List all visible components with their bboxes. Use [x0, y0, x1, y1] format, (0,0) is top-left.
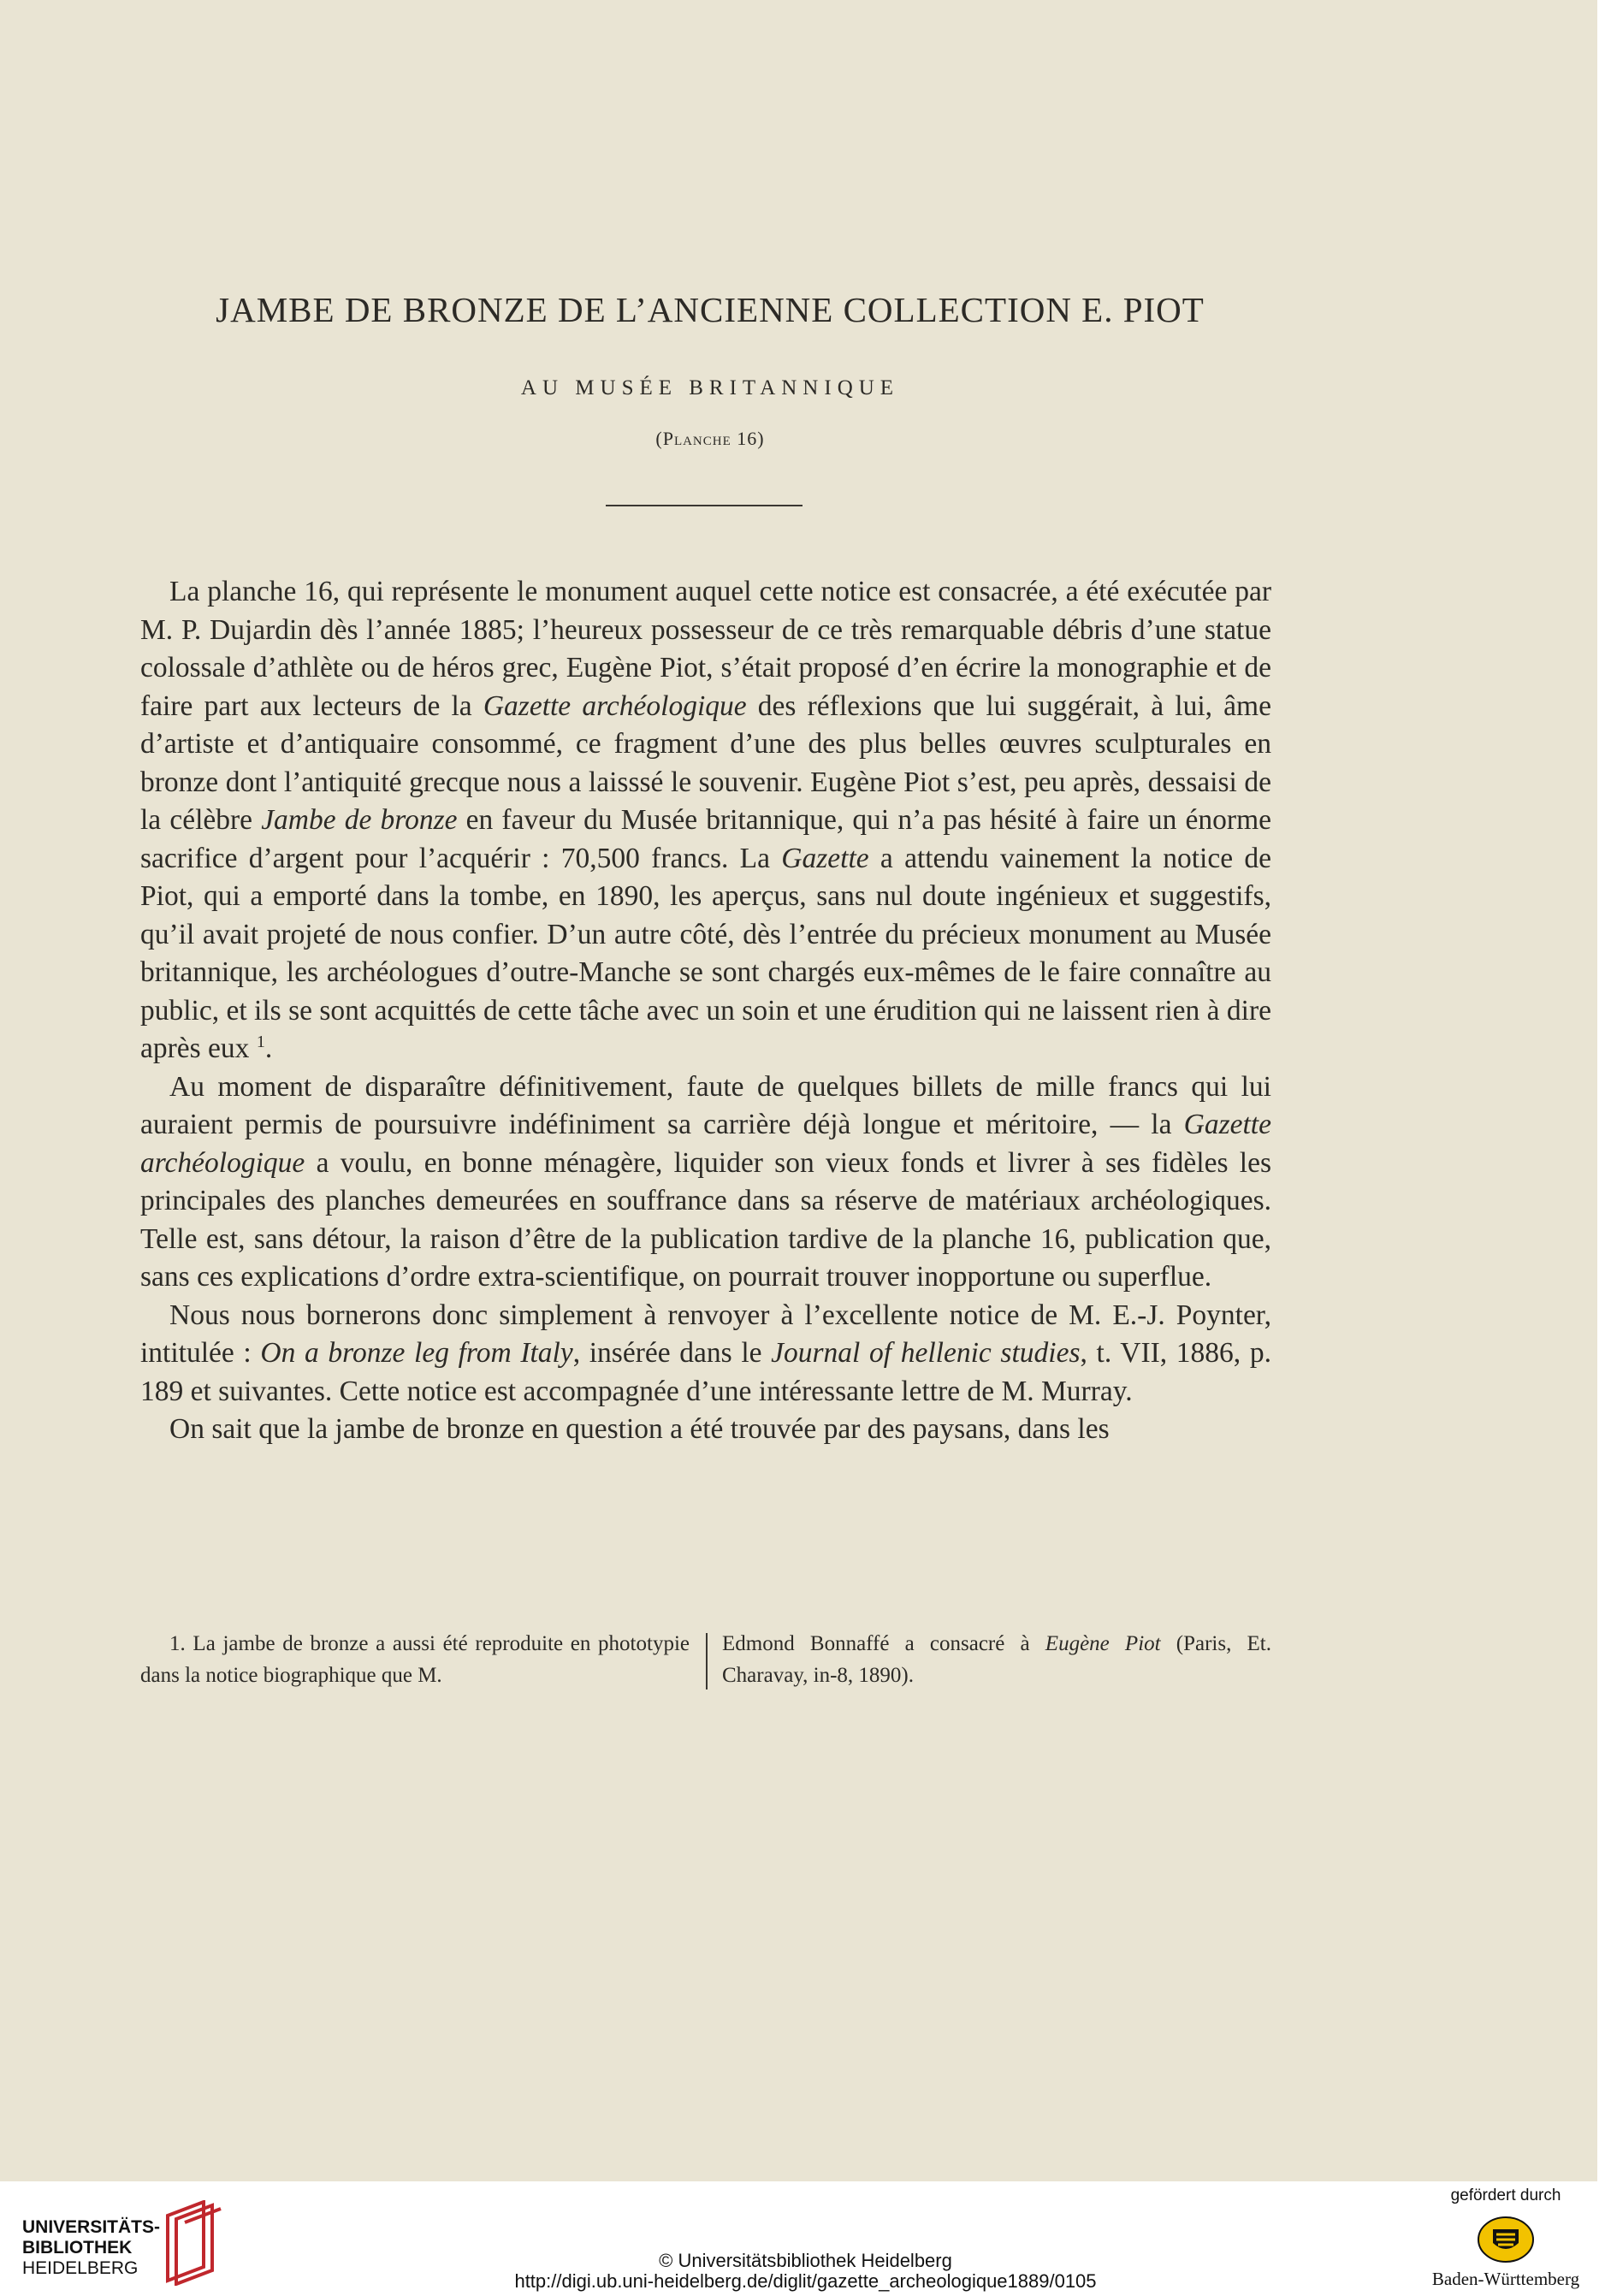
- text-run: On sait que la jambe de bronze en question a été trouvée par des paysans, dans les: [169, 1413, 1110, 1445]
- article-title: JAMBE DE BRONZE DE L’ANCIENNE COLLECTION E. PIOT: [216, 290, 1205, 329]
- paragraph-1: [140, 573, 1271, 1068]
- italic-run: Jambe de bronze: [261, 804, 458, 836]
- text-run: a voulu, en bonne ménagère, liquider son vieux fonds et livrer à ses fidèles les principales des planches demeurées en souffrance dans sa réserve de matériaux archéologiques. Telle est, sans détour, la raison d’être de la publication tardive de la planche 16, publication que, sans ces explications d’ordre extra-scientifique, on pourrait trouver inopportune ou superflue.: [140, 1146, 1271, 1293]
- paragraph-2: [140, 1068, 1271, 1297]
- article-subtitle: AU MUSÉE BRITANNIQUE: [520, 376, 900, 399]
- text-run: .: [264, 1033, 273, 1064]
- footnote-column-divider: [706, 1633, 708, 1689]
- text-run: en faveur du Musée britannique, qui n’a pas hésité à faire un énorme sacrifice d’argent pour l’acquérir : 70,500 francs. La: [140, 804, 1271, 874]
- plate-label: Planche: [662, 428, 731, 449]
- italic-run: On a bronze leg from Italy: [260, 1337, 573, 1369]
- text-run: La planche 16, qui représente le monument auquel cette notice est consacrée, a été exécutée par M. P. Dujardin dès l’année 1885; l’heureux possesseur de ce très remarquable débris d’une statue colossale d’athlète ou de héros grec, Eugène Piot, s’était proposé d’en écrire la monographie et de faire part aux lecteurs de la: [140, 576, 1271, 722]
- text-run: Edmond Bonnaffé a consacré à: [722, 1632, 1045, 1655]
- library-name-line: HEIDELBERG: [22, 2258, 139, 2278]
- footnote-left-column: 1. La jambe de bronze a aussi été reproduite en phototypie dans la notice biographique que M.: [140, 1632, 690, 1687]
- text-run: , t. VII, 1886, p. 189 et suivantes. Cette notice est accompagnée d’une intéressante lettre de M. Murray.: [140, 1337, 1271, 1407]
- text-run: Au moment de disparaître définitivement, faute de quelques billets de mille francs qui lui auraient permis de poursuivre indéfiniment sa carrière déjà longue et méritoire, — la: [140, 1070, 1271, 1140]
- library-name-line: BIBLIOTHEK: [22, 2238, 133, 2258]
- article-body: [140, 573, 1271, 1449]
- text-run: (Paris, Et. Charavay, in-8, 1890).: [722, 1632, 1271, 1687]
- paragraph-4: [140, 1411, 1271, 1449]
- text-run: des réflexions que lui suggérait, à lui, âme d’artiste et d’antiquaire consommé, ce fragment d’une des plus belles œuvres sculpturales en bronze dont l’antiquité grecque nous a laisssé le souvenir. Eugène Piot s’est, peu après, dessaisi de la célèbre: [140, 689, 1271, 836]
- copyright-notice: © Universitätsbibliothek Heidelberg: [659, 2250, 952, 2271]
- italic-run: Gazette archéologique: [483, 689, 747, 722]
- italic-run: Journal of hellenic studies: [771, 1337, 1081, 1369]
- text-run: Nous nous bornerons donc simplement à renvoyer à l’excellente notice de M. E.-J. Poynter, intitulée :: [140, 1299, 1271, 1369]
- scan-margin: [1597, 0, 1611, 2181]
- funded-by-label: gefördert durch: [1450, 2187, 1561, 2204]
- text-run: , insérée dans le: [572, 1337, 772, 1369]
- plate-number: 16): [731, 428, 765, 449]
- sponsor-name: Baden-Württemberg: [1431, 2269, 1580, 2289]
- baden-wuerttemberg-coat-of-arms-icon[interactable]: [1476, 2214, 1536, 2265]
- italic-run: Eugène Piot: [1045, 1632, 1161, 1655]
- italic-run: Gazette archéologique: [140, 1109, 1271, 1179]
- digitization-footer: [0, 2181, 1611, 2296]
- italic-run: Gazette: [781, 842, 869, 874]
- footnote-right-column: [722, 1628, 1271, 1691]
- library-name-line: UNIVERSITÄTS-: [22, 2217, 161, 2237]
- plate-reference: [0, 428, 1420, 450]
- paragraph-3: [140, 1297, 1271, 1411]
- title-divider: [606, 505, 803, 506]
- plate-open: (: [655, 428, 663, 449]
- permalink-url[interactable]: http://digi.ub.uni-heidelberg.de/diglit/gazette_archeologique1889/0105: [514, 2270, 1097, 2292]
- footnote-ref[interactable]: 1: [256, 1032, 265, 1051]
- text-run: a attendu vainement la notice de Piot, qui a emporté dans la tombe, en 1890, les aperçus, sans nul doute ingénieux et suggestifs, qu’il avait projeté de nous confier. D’un autre côté, dès l’entrée du précieux monument au Musée britannique, les archéologues d’outre-Manche se sont chargés eux-mêmes de le faire connaître au public, et ils se sont acquittés de cette tâche avec un soin et une érudition qui ne laissent rien à dire après eux: [140, 842, 1271, 1064]
